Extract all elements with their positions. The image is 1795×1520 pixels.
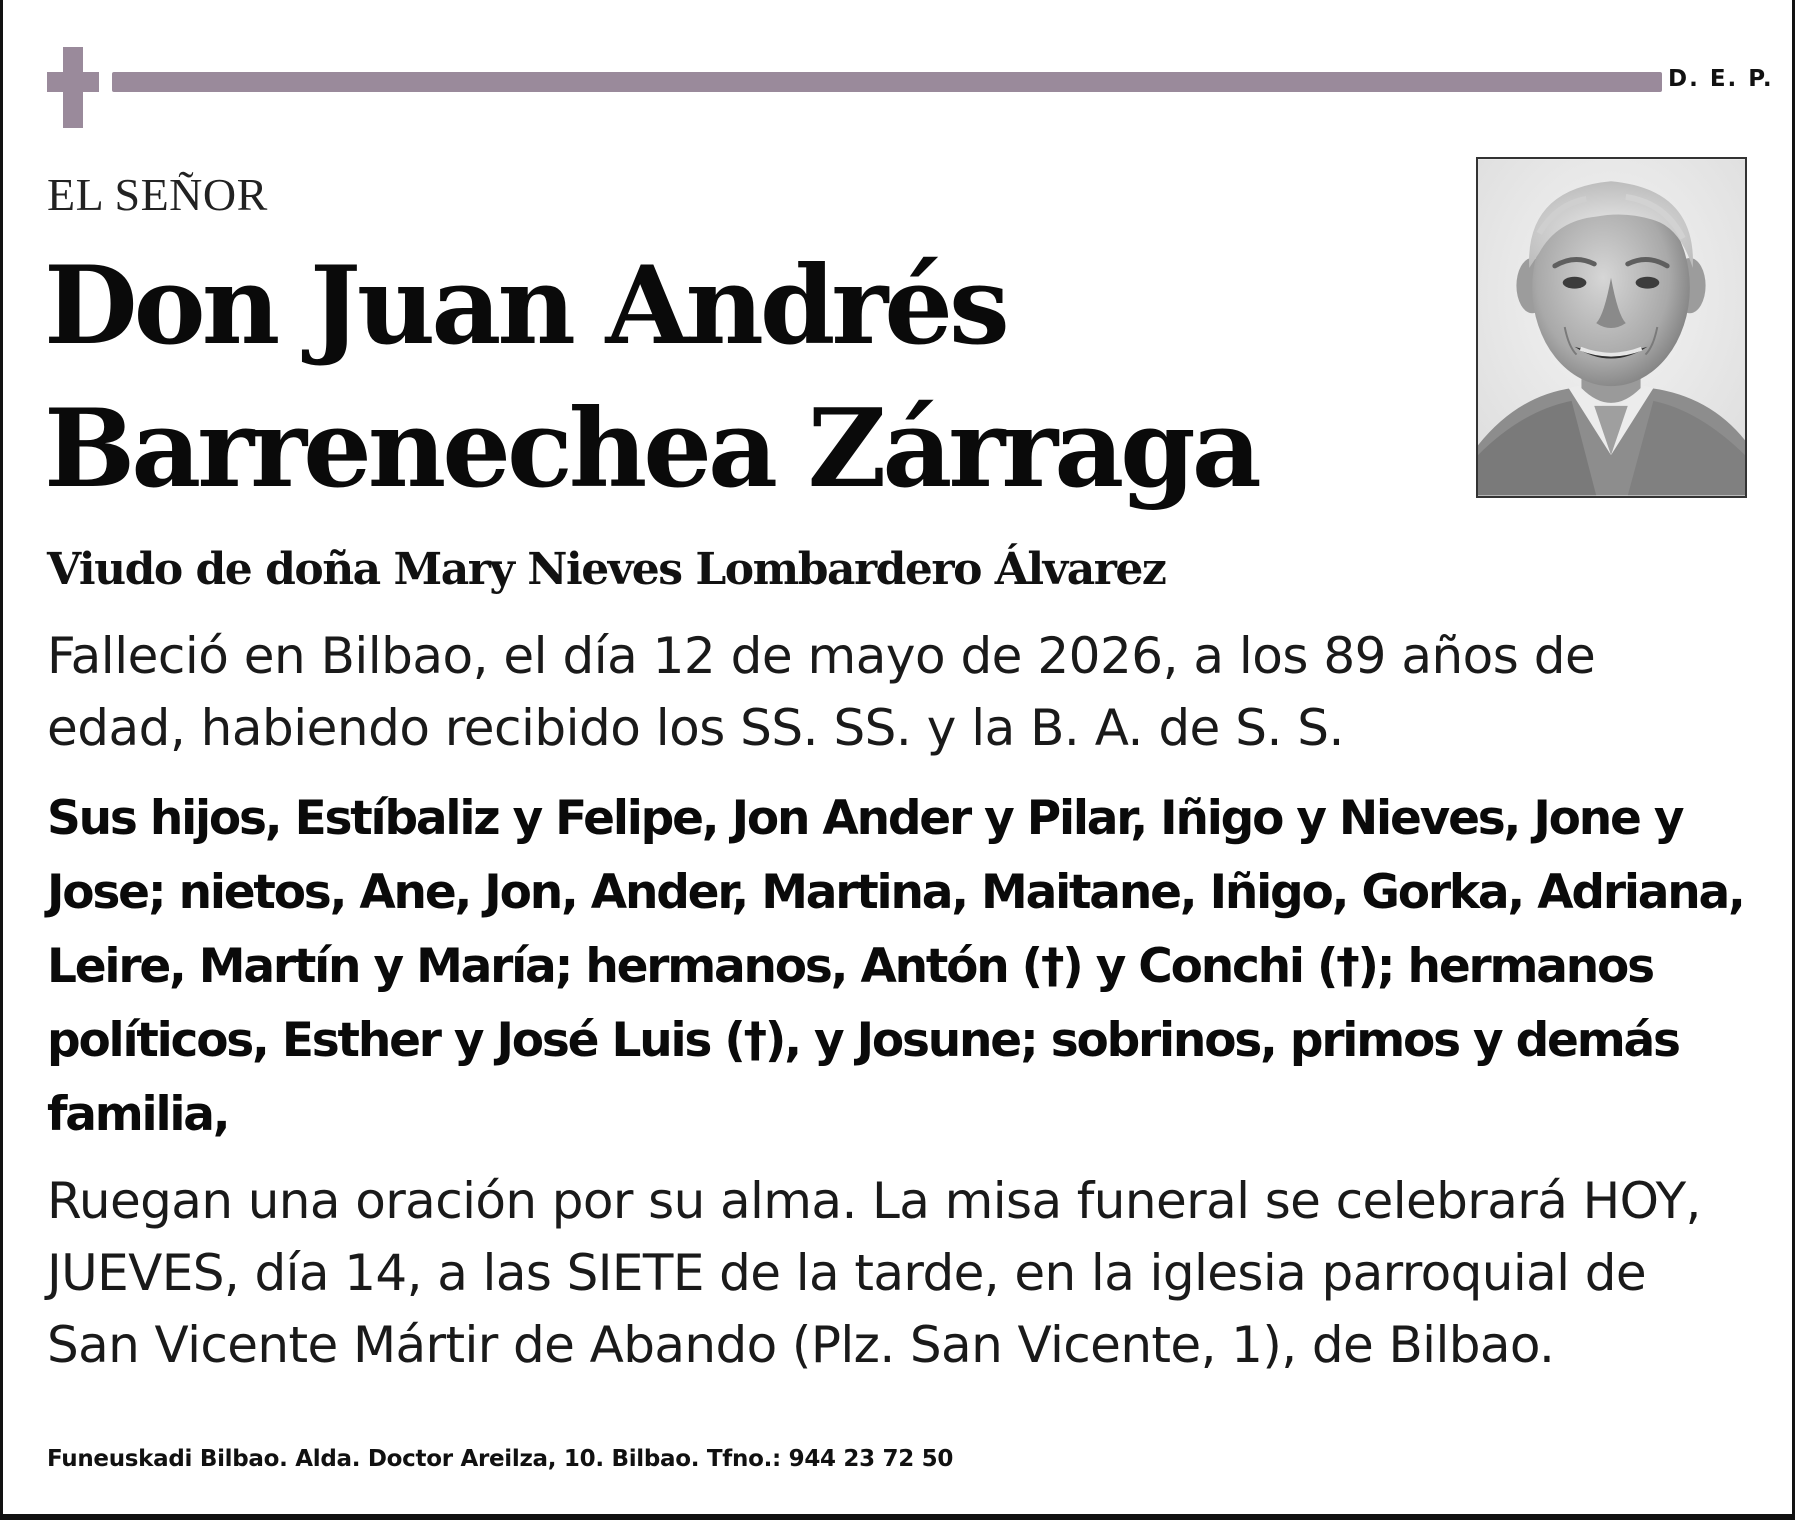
header-rule [112,72,1662,92]
portrait-photo [1476,157,1747,498]
widower-line: Viudo de doña Mary Nieves Lombardero Álvarez [47,544,1166,595]
family-list: Sus hijos, Estíbaliz y Felipe, Jon Ander y Pilar, Iñigo y Nieves, Jone y Jose; nietos, Ane, Jon, Ander, Martina, Maitane, Iñigo, Gorka, Adriana, Leire, Martín y María; hermanos, Antón (†) y Conchi (†); hermanos políticos, Esther y José Luis (†), y Josune; sobrinos, primos y demás familia, [47,791,1744,1142]
cross-icon-horizontal [47,72,99,92]
honorific: EL SEÑOR [47,169,268,220]
deceased-name-line2: Barrenechea Zárraga [44,386,1258,512]
funeral-home-footer: Funeuskadi Bilbao. Alda. Doctor Areilza, 10. Bilbao. Tfno.: 944 23 72 50 [47,1446,954,1472]
death-notice: Falleció en Bilbao, el día 12 de mayo de 2026, a los 89 años de edad, habiendo recibido los SS. SS. y la B. A. de S. S. [47,627,1596,757]
dep-label: D. E. P. [1668,66,1774,92]
deceased-name-line1: Don Juan Andrés [44,243,1006,369]
funeral-details: Ruegan una oración por su alma. La misa funeral se celebrará HOY, JUEVES, día 14, a las SIETE de la tarde, en la iglesia parroquial de San Vicente Mártir de Abando (Plz. San Vicente, 1), de Bilbao. [47,1172,1701,1374]
portrait-image [1478,159,1745,496]
